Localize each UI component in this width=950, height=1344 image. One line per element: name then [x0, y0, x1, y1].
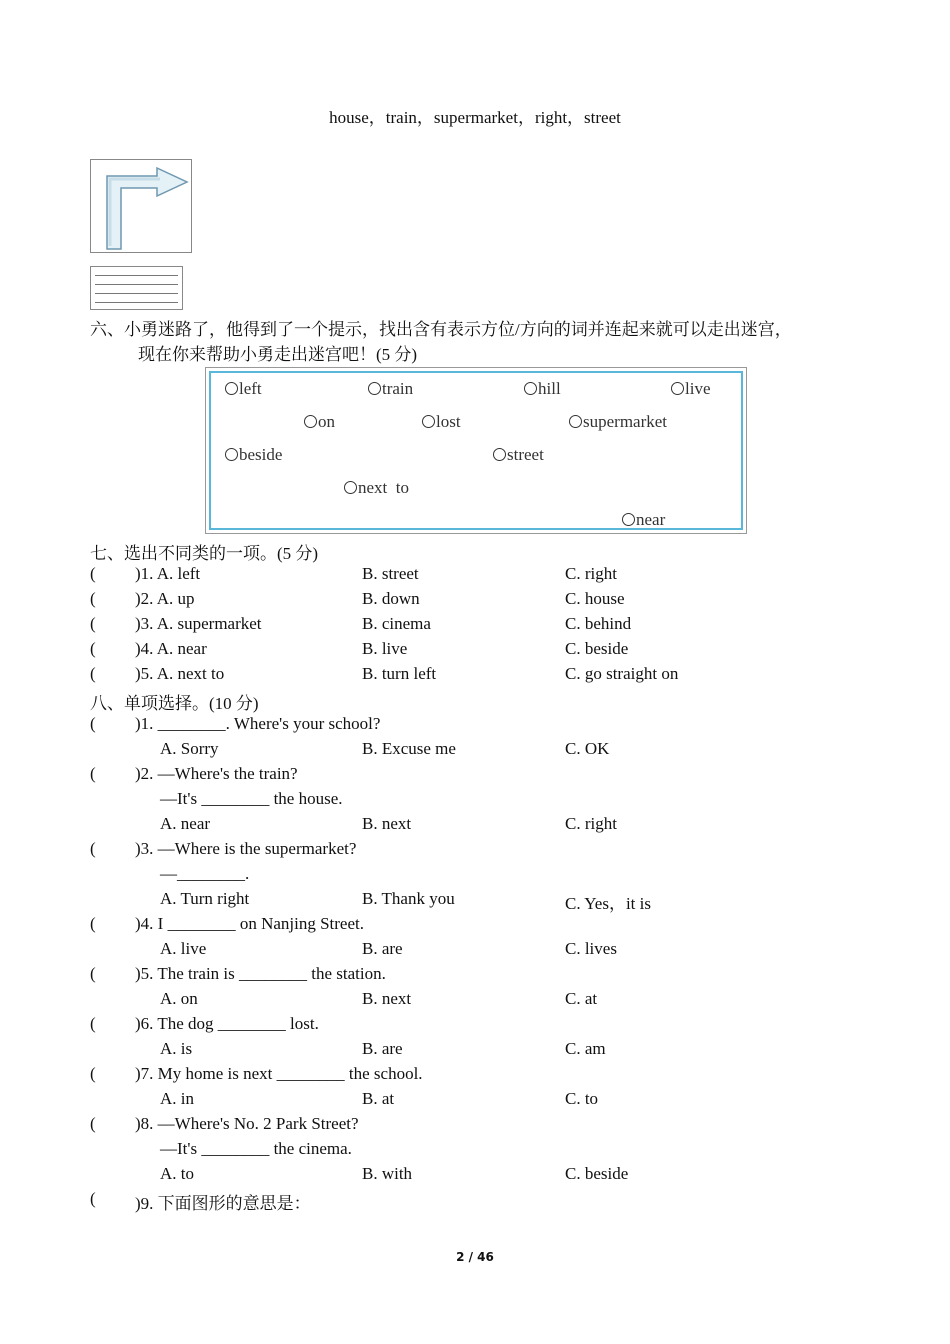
- option-b: B. cinema: [362, 614, 431, 633]
- answer-paren: (: [90, 1189, 96, 1208]
- answer-paren: (: [90, 614, 96, 633]
- option-c: C. OK: [565, 739, 610, 758]
- section6-instruction-line2: 现在你来帮助小勇走出迷宫吧！(5 分): [138, 345, 418, 364]
- option-a: A. to: [160, 1164, 194, 1183]
- section8-title: 八、单项选择。(10 分): [90, 694, 259, 713]
- option-c: C. beside: [565, 639, 629, 658]
- option-c: C. house: [565, 589, 625, 608]
- answer-paren: (: [90, 639, 96, 658]
- option-c: C. right: [565, 814, 617, 833]
- circle-icon: [368, 382, 381, 395]
- option-b: B. at: [362, 1089, 395, 1108]
- answer-paren: (: [90, 1114, 96, 1133]
- circle-icon: [524, 382, 537, 395]
- question-stem: )2. A. up: [135, 589, 195, 608]
- answer-paren: (: [90, 564, 96, 583]
- maze-word[interactable]: left: [225, 379, 262, 399]
- option-c: C. at: [565, 989, 598, 1008]
- option-a: A. Sorry: [160, 739, 219, 758]
- circle-icon: [344, 481, 357, 494]
- question-stem: )5. A. next to: [135, 664, 225, 683]
- question-stem: )4. A. near: [135, 639, 207, 658]
- answer-paren: (: [90, 664, 96, 683]
- page-number: 2 / 46: [456, 1250, 494, 1264]
- question-dialogue-line: —It's ________ the cinema.: [160, 1139, 352, 1158]
- option-a: A. Turn right: [160, 889, 250, 908]
- option-c: C. behind: [565, 614, 632, 633]
- option-a: A. live: [160, 939, 207, 958]
- circle-icon: [225, 382, 238, 395]
- option-a: A. in: [160, 1089, 194, 1108]
- option-a: A. is: [160, 1039, 193, 1058]
- option-b: B. street: [362, 564, 419, 583]
- option-b: B. live: [362, 639, 408, 658]
- circle-icon: [671, 382, 684, 395]
- question-stem: )4. I ________ on Nanjing Street.: [135, 914, 364, 933]
- circle-icon: [304, 415, 317, 428]
- question-stem: )1. A. left: [135, 564, 201, 583]
- question-dialogue-line: —It's ________ the house.: [160, 789, 343, 808]
- option-c: C. right: [565, 564, 617, 583]
- answer-paren: (: [90, 714, 96, 733]
- circle-icon: [422, 415, 435, 428]
- word-list: house，train，supermarket，right，street: [329, 108, 621, 127]
- answer-paren: (: [90, 764, 96, 783]
- question-stem: )6. The dog ________ lost.: [135, 1014, 319, 1033]
- option-c: C. go straight on: [565, 664, 679, 683]
- turn-right-arrow-image: [90, 159, 192, 253]
- maze-word[interactable]: hill: [524, 379, 561, 399]
- maze-word[interactable]: street: [493, 445, 544, 465]
- question-stem: )8. —Where's No. 2 Park Street?: [135, 1114, 359, 1133]
- option-b: B. are: [362, 939, 403, 958]
- answer-paren: (: [90, 914, 96, 933]
- maze-word[interactable]: train: [368, 379, 413, 399]
- maze-word[interactable]: next to: [344, 478, 409, 498]
- maze-word[interactable]: near: [622, 510, 665, 530]
- answer-paren: (: [90, 589, 96, 608]
- maze-word[interactable]: lost: [422, 412, 461, 432]
- maze-word[interactable]: supermarket: [569, 412, 667, 432]
- option-b: B. Thank you: [362, 889, 455, 908]
- answer-paren: (: [90, 964, 96, 983]
- option-b: B. Excuse me: [362, 739, 456, 758]
- option-b: B. turn left: [362, 664, 437, 683]
- option-c: C. beside: [565, 1164, 629, 1183]
- option-a: A. on: [160, 989, 198, 1008]
- option-b: B. next: [362, 814, 412, 833]
- option-b: B. with: [362, 1164, 413, 1183]
- question-stem: )1. ________. Where's your school?: [135, 714, 381, 733]
- maze-box: [205, 367, 747, 534]
- answer-paren: (: [90, 839, 96, 858]
- option-b: B. are: [362, 1039, 403, 1058]
- option-c: C. am: [565, 1039, 606, 1058]
- circle-icon: [493, 448, 506, 461]
- option-b: B. next: [362, 989, 412, 1008]
- maze-word[interactable]: beside: [225, 445, 282, 465]
- section6-instruction-line1: 六、小勇迷路了，他得到了一个提示，找出含有表示方位/方向的词并连起来就可以走出迷宫，: [90, 320, 792, 339]
- answer-paren: (: [90, 1064, 96, 1083]
- question-stem: )7. My home is next ________ the school.: [135, 1064, 423, 1083]
- question-stem: )3. —Where is the supermarket?: [135, 839, 357, 858]
- option-c: C. to: [565, 1089, 599, 1108]
- option-a: A. near: [160, 814, 211, 833]
- maze-word[interactable]: live: [671, 379, 711, 399]
- maze-word[interactable]: on: [304, 412, 335, 432]
- answer-lines-box: [90, 266, 183, 310]
- question-stem: )9. 下面图形的意思是：: [135, 1194, 311, 1213]
- option-c: C. lives: [565, 939, 617, 958]
- question-stem: )5. The train is ________ the station.: [135, 964, 386, 983]
- question-stem: )2. —Where's the train?: [135, 764, 298, 783]
- section7-title: 七、选出不同类的一项。(5 分): [90, 544, 319, 563]
- question-dialogue-line: —________.: [160, 864, 250, 883]
- option-b: B. down: [362, 589, 420, 608]
- turn-right-arrow-icon: [91, 160, 191, 252]
- answer-paren: (: [90, 1014, 96, 1033]
- circle-icon: [225, 448, 238, 461]
- question-stem: )3. A. supermarket: [135, 614, 262, 633]
- circle-icon: [622, 513, 635, 526]
- option-c: C. Yes，it is: [565, 894, 651, 913]
- circle-icon: [569, 415, 582, 428]
